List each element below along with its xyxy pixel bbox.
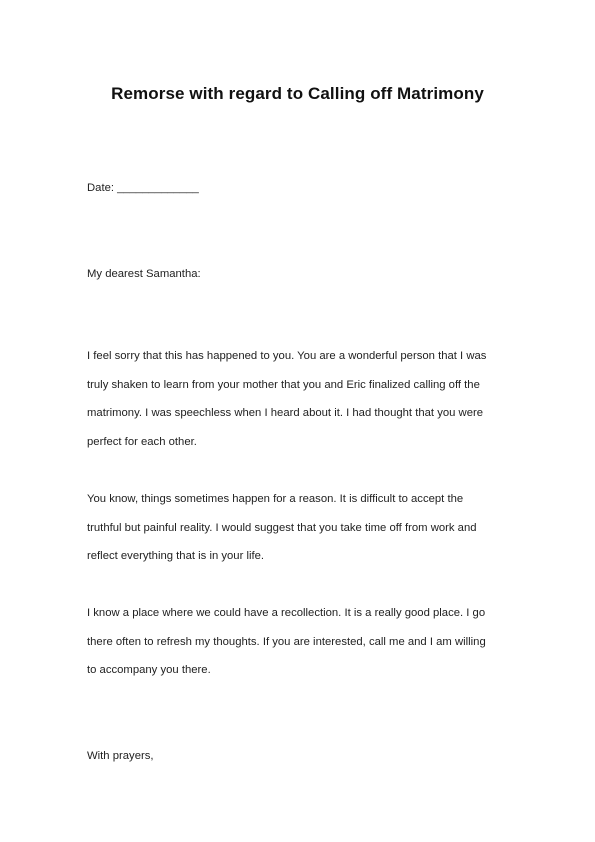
paragraph-line: to accompany you there. bbox=[87, 664, 211, 676]
paragraph-line: perfect for each other. bbox=[87, 436, 197, 448]
paragraph-line: I feel sorry that this has happened to you. You are a wonderful person that I was bbox=[87, 350, 487, 362]
paragraph-line: matrimony. I was speechless when I heard about it. I had thought that you were bbox=[87, 407, 484, 419]
closing: With prayers, bbox=[87, 750, 154, 762]
paragraph-line: I know a place where we could have a recollection. It is a really good place. I go bbox=[87, 607, 486, 619]
paragraph-line: truthful but painful reality. I would suggest that you take time off from work and bbox=[87, 522, 477, 534]
paragraph-line: reflect everything that is in your life. bbox=[87, 550, 265, 562]
document-title: Remorse with regard to Calling off Matrimony bbox=[111, 84, 484, 103]
paragraph-line: truly shaken to learn from your mother that you and Eric finalized calling off the bbox=[87, 379, 480, 391]
salutation: My dearest Samantha: bbox=[87, 268, 201, 280]
date-line: Date: _____________ bbox=[87, 182, 199, 194]
paragraph-line: there often to refresh my thoughts. If you are interested, call me and I am willing bbox=[87, 636, 486, 648]
paragraph-line: You know, things sometimes happen for a reason. It is difficult to accept the bbox=[87, 493, 464, 505]
